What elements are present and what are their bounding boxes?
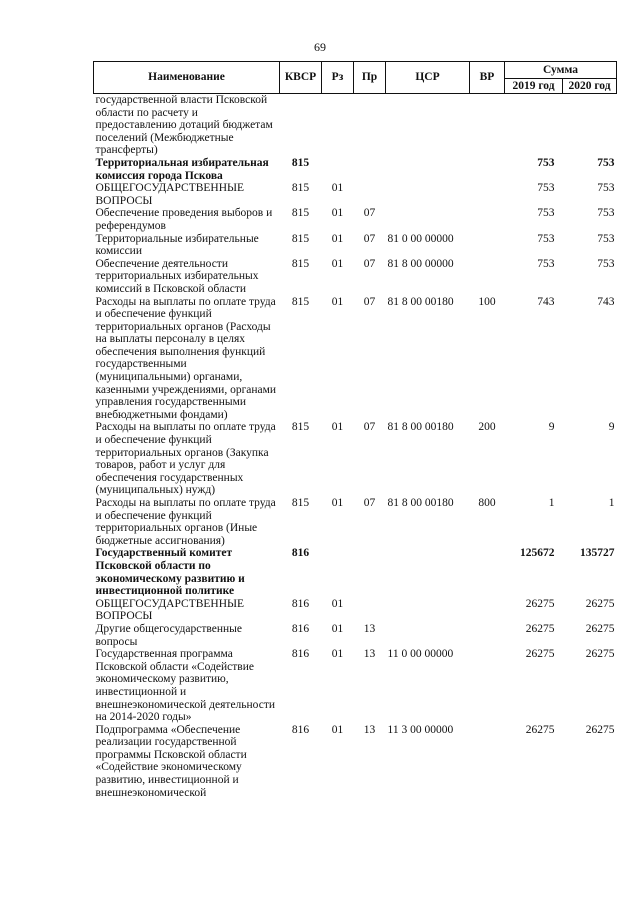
header-csr: ЦСР xyxy=(386,62,470,94)
cell-kvsr: 815 xyxy=(291,182,310,195)
cell-name: Обеспечение деятельности территориальных избирательных комиссий в Псковской области xyxy=(95,257,259,295)
cell-y2020: 753 xyxy=(597,207,615,220)
cell-rz: 01 xyxy=(331,182,344,195)
cell-y2019: 26275 xyxy=(525,723,555,736)
table-row xyxy=(94,233,617,258)
cell-pr xyxy=(354,547,386,597)
cell-name: ОБЩЕГОСУДАРСТВЕННЫЕ ВОПРОСЫ xyxy=(95,597,245,623)
cell-y2020: 753 xyxy=(597,156,615,169)
cell-pr: 13 xyxy=(363,723,376,736)
header-sum: Сумма xyxy=(505,62,617,79)
cell-rz: 01 xyxy=(331,295,344,308)
cell-rz: 01 xyxy=(331,597,344,610)
cell-csr xyxy=(386,94,470,157)
cell-y2019: 26275 xyxy=(525,622,555,635)
cell-kvsr: 816 xyxy=(291,547,310,560)
cell-rz: 01 xyxy=(331,622,344,635)
cell-name: ОБЩЕГОСУДАРСТВЕННЫЕ ВОПРОСЫ xyxy=(95,182,245,207)
cell-name: Расходы на выплаты по оплате труда и обеспечение функций территориальных органов (Закупка товаров, работ и услуг для обеспечения государственных (муниципальных) нужд) xyxy=(95,421,276,497)
cell-rz xyxy=(322,547,354,597)
cell-rz: 01 xyxy=(331,257,344,270)
cell-y2019: 753 xyxy=(537,156,555,169)
cell-vr: 800 xyxy=(478,497,496,509)
cell-y2019: 753 xyxy=(537,207,555,220)
cell-csr xyxy=(386,598,470,623)
table-row xyxy=(94,258,617,296)
table-row xyxy=(94,648,617,724)
table-row xyxy=(94,182,617,207)
header-year-2019: 2019 год xyxy=(505,79,563,94)
cell-csr: 11 3 00 00000 xyxy=(387,723,454,736)
table-header xyxy=(94,62,617,94)
cell-y2020: 26275 xyxy=(585,622,615,635)
cell-name: Территориальные избирательные комиссии xyxy=(95,232,259,258)
cell-pr xyxy=(354,182,386,207)
cell-rz: 01 xyxy=(331,648,344,661)
cell-kvsr: 815 xyxy=(291,295,310,308)
table-row xyxy=(94,94,617,157)
cell-vr xyxy=(470,233,505,258)
cell-csr xyxy=(386,207,470,232)
cell-vr xyxy=(470,182,505,207)
cell-name: Территориальная избирательная комиссия города Пскова xyxy=(95,156,269,182)
cell-rz: 01 xyxy=(331,497,344,509)
header-vr: ВР xyxy=(470,62,505,94)
cell-y2019: 753 xyxy=(537,232,555,245)
cell-name: Расходы на выплаты по оплате труда и обеспечение функций территориальных органов (Иные бюджетные ассигнования) xyxy=(95,497,276,547)
cell-kvsr: 815 xyxy=(291,497,310,509)
cell-kvsr: 816 xyxy=(291,597,310,610)
cell-y2020: 135727 xyxy=(580,547,615,560)
cell-pr: 07 xyxy=(363,497,376,509)
header-rz: Рз xyxy=(322,62,354,94)
cell-kvsr: 816 xyxy=(291,622,310,635)
cell-kvsr: 816 xyxy=(291,648,310,661)
cell-y2020: 26275 xyxy=(585,597,615,610)
cell-y2020: 26275 xyxy=(585,648,615,661)
cell-name: Другие общегосударственные вопросы xyxy=(95,622,242,648)
cell-name: Обеспечение проведения выборов и референдумов xyxy=(95,207,273,232)
table-row xyxy=(94,724,617,800)
cell-pr: 07 xyxy=(363,232,376,245)
cell-y2020: 743 xyxy=(597,295,615,308)
cell-y2019: 743 xyxy=(537,295,555,308)
table-row xyxy=(94,497,617,547)
cell-csr: 81 8 00 00180 xyxy=(387,497,454,509)
cell-y2020: 753 xyxy=(597,257,615,270)
cell-kvsr: 816 xyxy=(291,723,310,736)
cell-name: Подпрограмма «Обеспечение реализации государственной программы Псковской области «Содействие экономическому развитию, инвестиционной и внешнеэкономической xyxy=(95,723,247,799)
table-row xyxy=(94,207,617,232)
cell-rz: 01 xyxy=(331,421,344,434)
cell-pr: 07 xyxy=(363,257,376,270)
cell-vr xyxy=(470,623,505,648)
table-row xyxy=(94,547,617,597)
header-year-2020: 2020 год xyxy=(563,79,617,94)
cell-y2020: 26275 xyxy=(585,723,615,736)
cell-csr: 81 8 00 00180 xyxy=(387,295,454,308)
header-kvsr: КВСР xyxy=(280,62,322,94)
cell-pr: 13 xyxy=(363,622,376,635)
cell-vr: 100 xyxy=(478,295,496,308)
cell-name: Государственный комитет Псковской области по экономическому развитию и инвестиционной политике xyxy=(95,547,245,598)
cell-rz: 01 xyxy=(331,232,344,245)
cell-vr xyxy=(470,547,505,597)
table-row xyxy=(94,157,617,182)
cell-y2020: 753 xyxy=(597,182,615,195)
cell-rz xyxy=(322,94,354,157)
cell-y2020 xyxy=(563,94,617,157)
cell-y2019: 1 xyxy=(548,497,555,509)
cell-rz: 01 xyxy=(331,207,344,220)
cell-pr: 07 xyxy=(363,295,376,308)
cell-csr xyxy=(386,182,470,207)
cell-kvsr: 815 xyxy=(291,207,310,220)
cell-name: Расходы на выплаты по оплате труда и обеспечение функций территориальных органов (Расходы на выплаты персоналу в целях обеспечения выполнения функций государственными (муниципальными) органами, казенными учреждениями, органами управления государственными внебюджетными фондами) xyxy=(95,295,277,421)
cell-y2019: 26275 xyxy=(525,597,555,610)
cell-y2019 xyxy=(505,94,563,157)
cell-csr xyxy=(386,623,470,648)
cell-y2020: 753 xyxy=(597,232,615,245)
page-number: 69 xyxy=(314,40,326,54)
budget-table xyxy=(93,61,617,799)
cell-pr xyxy=(354,94,386,157)
cell-pr: 13 xyxy=(363,648,376,661)
cell-vr xyxy=(470,598,505,623)
cell-pr: 07 xyxy=(363,421,376,434)
header-pr: Пр xyxy=(354,62,386,94)
cell-kvsr xyxy=(280,94,322,157)
cell-kvsr: 815 xyxy=(291,232,310,245)
cell-vr xyxy=(470,157,505,182)
cell-pr xyxy=(354,157,386,182)
cell-kvsr: 815 xyxy=(291,257,310,270)
cell-vr xyxy=(470,207,505,232)
cell-y2019: 753 xyxy=(537,257,555,270)
cell-y2020: 9 xyxy=(608,421,615,434)
cell-pr xyxy=(354,598,386,623)
cell-csr: 81 8 00 00180 xyxy=(387,421,454,434)
cell-vr xyxy=(470,724,505,800)
table-row xyxy=(94,296,617,422)
cell-csr xyxy=(386,547,470,597)
cell-vr: 200 xyxy=(478,421,496,434)
cell-y2019: 9 xyxy=(548,421,555,434)
cell-name: Государственная программа Псковской области «Содействие экономическому развитию, инвестиционной и внешнеэкономической деятельности на 2014-2020 годы» xyxy=(95,648,276,724)
cell-rz: 01 xyxy=(331,723,344,736)
cell-y2019: 753 xyxy=(537,182,555,195)
table-row xyxy=(94,421,617,497)
cell-name: государственной власти Псковской области по расчету и предоставлению дотаций бюджетам поселений (Межбюджетные трансферты) xyxy=(95,94,273,157)
cell-vr xyxy=(470,258,505,296)
header-name: Наименование xyxy=(94,62,280,94)
cell-kvsr: 815 xyxy=(291,156,310,169)
table-row xyxy=(94,623,617,648)
cell-csr xyxy=(386,157,470,182)
cell-rz xyxy=(322,157,354,182)
cell-y2019: 26275 xyxy=(525,648,555,661)
cell-csr: 81 8 00 00000 xyxy=(387,257,454,270)
cell-csr: 81 0 00 00000 xyxy=(387,232,454,245)
cell-y2020: 1 xyxy=(608,497,615,509)
cell-vr xyxy=(470,94,505,157)
cell-kvsr: 815 xyxy=(291,421,310,434)
table-row xyxy=(94,598,617,623)
cell-pr: 07 xyxy=(363,207,376,220)
cell-csr: 11 0 00 00000 xyxy=(387,648,454,661)
table-body xyxy=(94,94,617,800)
cell-vr xyxy=(470,648,505,724)
cell-y2019: 125672 xyxy=(520,547,555,560)
